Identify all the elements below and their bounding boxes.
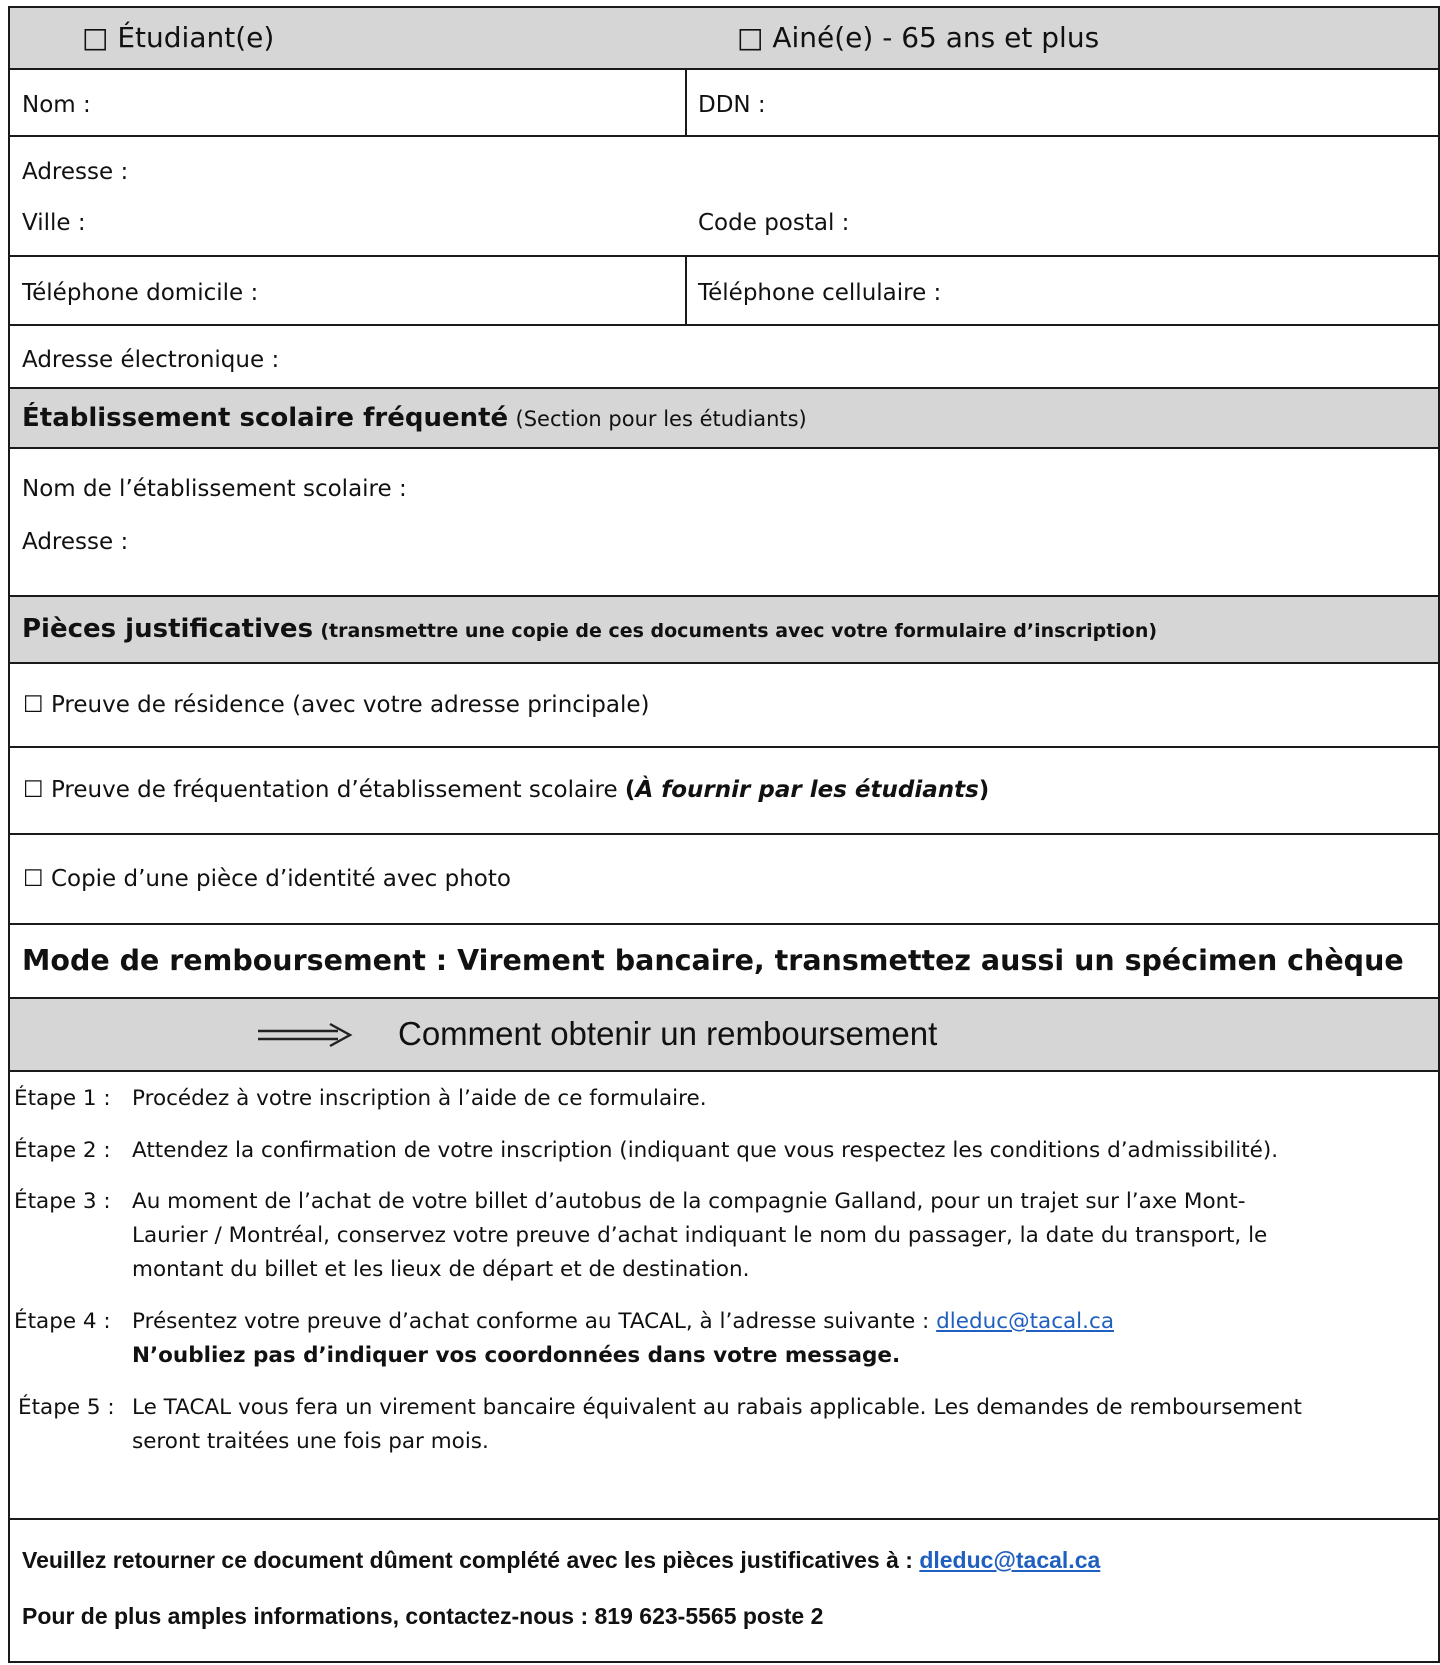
step-2-text: Attendez la confirmation de votre inscription (indiquant que vous respectez les conditions d’admissibilité). [132,1138,1279,1163]
documents-section-note: (transmettre une copie de ces documents avec votre formulaire d’inscription) [320,620,1158,642]
school-section-title: Établissement scolaire fréquenté [22,403,509,433]
checkbox-id[interactable]: ☐ [23,866,44,892]
step-4-line [132,1304,1114,1339]
return-line [22,1547,1100,1574]
step-3-label: Étape 3 : [14,1189,111,1214]
return-email-link[interactable]: dleduc@tacal.ca [919,1547,1101,1573]
step-5-label: Étape 5 : [18,1395,115,1420]
documents-section-header [10,597,1438,664]
step-4-label: Étape 4 : [14,1309,111,1334]
registration-form [8,6,1440,1663]
name-label: Nom : [22,92,91,118]
step-2-label: Étape 2 : [14,1138,111,1163]
step-1-text: Procédez à votre inscription à l’aide de ce formulaire. [132,1086,707,1111]
step-3-line-1: Au moment de l’achat de votre billet d’autobus de la compagnie Galland, pour un trajet sur l’axe Mont- [132,1189,1246,1214]
checkbox-student[interactable]: □ Étudiant(e) [82,21,275,54]
checkbox-school-proof[interactable]: ☐ [23,777,44,803]
document-item-id [10,835,1438,925]
checkbox-residence[interactable]: ☐ [23,692,44,718]
refund-mode-text: Mode de remboursement : Virement bancaire, transmettez aussi un spécimen chèque [22,944,1404,977]
step-4-email-link[interactable]: dleduc@tacal.ca [936,1309,1114,1334]
school-section-title-line [22,403,807,433]
document-school-close-paren: ) [978,777,990,803]
long-right-arrow-icon [256,1021,356,1051]
step-1-label: Étape 1 : [14,1086,111,1111]
document-item-school [10,748,1438,835]
step-3-line-2: Laurier / Montréal, conservez votre preuve d’achat indiquant le nom du passager, la date du transport, le [132,1223,1268,1248]
city-label: Ville : [22,210,86,236]
document-item-line [23,692,650,718]
footer-row [10,1520,1438,1665]
checkbox-senior[interactable]: □ Ainé(e) - 65 ans et plus [737,21,1100,54]
school-address-label: Adresse : [22,529,129,555]
step-5-line-2: seront traitées une fois par mois. [132,1429,489,1454]
document-id-label: Copie d’une pièce d’identité avec photo [50,866,511,892]
school-section-header [10,389,1438,449]
step-3-line-3: montant du billet et les lieux de départ et de destination. [132,1257,750,1282]
refund-mode-row [10,925,1438,999]
step-5-line-1: Le TACAL vous fera un virement bancaire équivalent au rabais applicable. Les demandes de remboursement [132,1395,1302,1420]
category-row [10,8,1438,70]
address-label: Adresse : [22,159,129,185]
step-4-text: Présentez votre preuve d’achat conforme au TACAL, à l’adresse suivante : [132,1309,930,1334]
documents-section-title: Pièces justificatives [22,614,314,644]
how-to-header [10,999,1438,1072]
school-section-note: (Section pour les étudiants) [515,407,807,431]
document-item-line [23,866,511,892]
email-label: Adresse électronique : [22,347,280,373]
dob-label: DDN : [698,92,766,118]
address-row [10,137,1438,257]
document-school-label: Preuve de fréquentation d’établissement scolaire [50,777,618,803]
phone-row [10,257,1438,326]
documents-section-title-line [22,614,1157,644]
steps-row [10,1072,1438,1520]
document-residence-label: Preuve de résidence (avec votre adresse principale) [50,692,650,718]
document-item-line [23,777,989,803]
column-divider [685,70,687,135]
school-details-row [10,449,1438,597]
email-row [10,326,1438,389]
step-4-bold-note: N’oubliez pas d’indiquer vos coordonnées dans votre message. [132,1343,901,1368]
return-text: Veuillez retourner ce document dûment complété avec les pièces justificatives à : [22,1547,913,1573]
contact-text: Pour de plus amples informations, contactez-nous : 819 623-5565 poste 2 [22,1603,824,1629]
home-phone-label: Téléphone domicile : [22,280,259,306]
document-item-residence [10,664,1438,748]
cell-phone-label: Téléphone cellulaire : [698,280,942,306]
document-school-emphasis: À fournir par les étudiants [635,777,979,803]
name-row [10,70,1438,137]
column-divider [685,257,687,324]
postal-code-label: Code postal : [698,210,850,236]
school-name-label: Nom de l’établissement scolaire : [22,476,407,502]
document-school-open-paren: ( [624,777,636,803]
how-to-title: Comment obtenir un remboursement [398,1015,938,1052]
